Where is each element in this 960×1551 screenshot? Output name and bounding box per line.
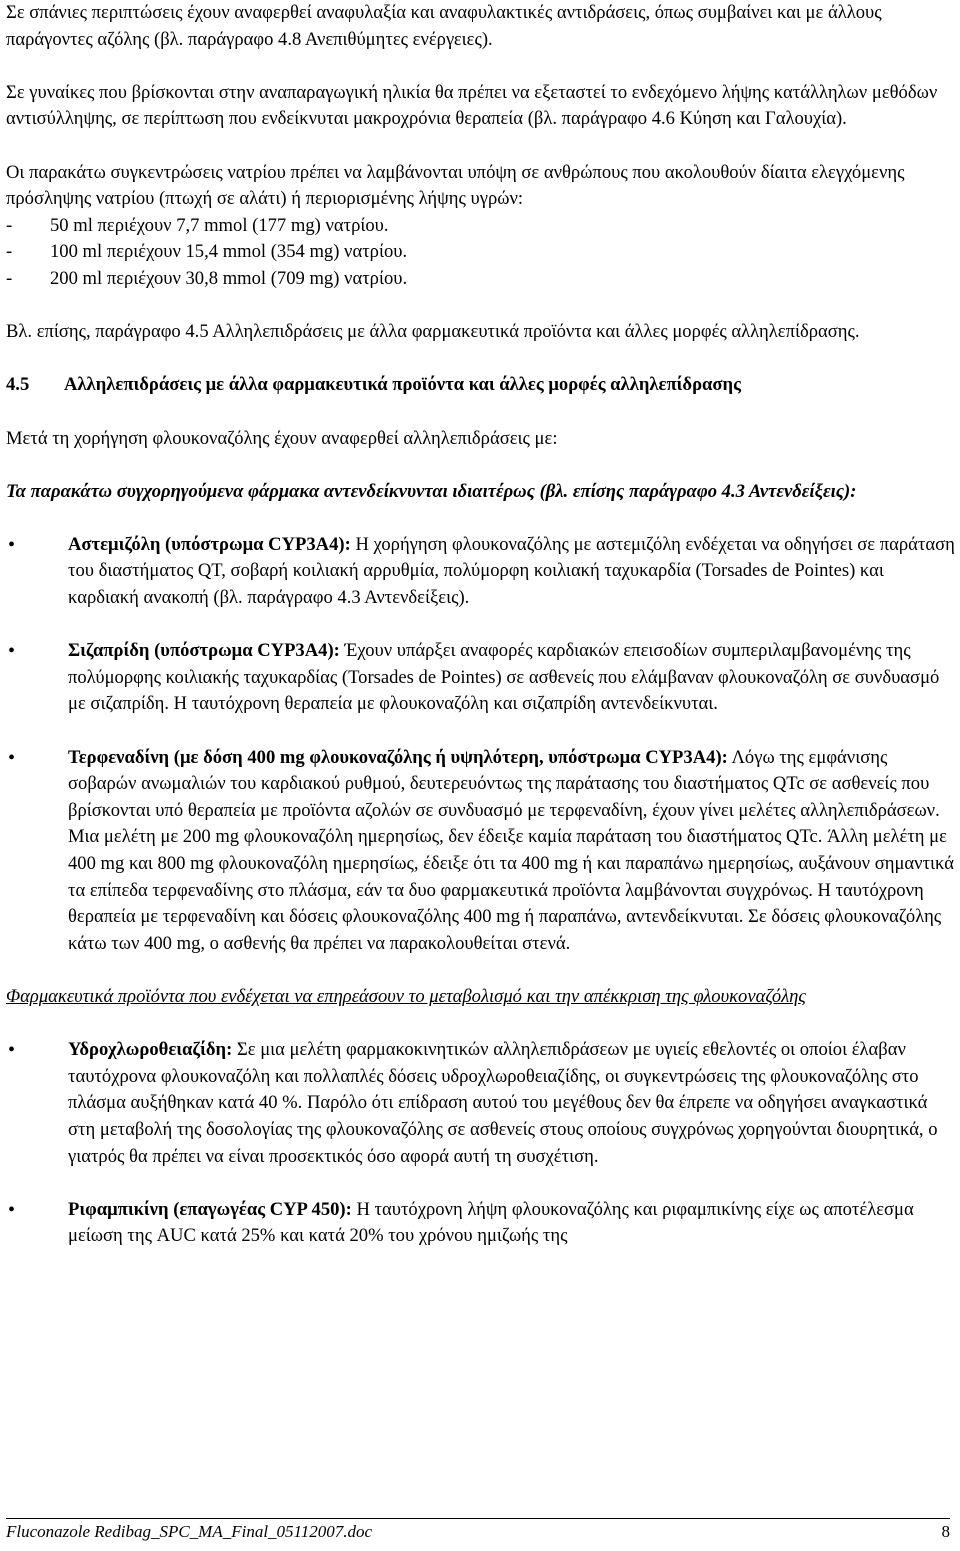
bullet-item [6, 745, 956, 958]
paragraph-anaphylaxis: Σε σπάνιες περιπτώσεις έχουν αναφερθεί αναφυλαξία και αναφυλακτικές αντιδράσεις, όπως συμβαίνει και με άλλους παράγοντες αζόλης (βλ. παράγραφο 4.8 Ανεπιθύμητες ενέργειες). [6, 2, 882, 50]
subheading-metabolism: Φαρμακευτικά προϊόντα που ενδέχεται να επηρεάσουν το μεταβολισμό και την απέκκριση της φλουκοναζόλης [6, 985, 806, 1007]
paragraph-see-also: Βλ. επίσης, παράγραφο 4.5 Αλληλεπιδράσεις με άλλα φαρμακευτικά προϊόντα και άλλες μορφές αλληλεπίδρασης. [6, 321, 860, 343]
footer-filename: Fluconazole Redibag_SPC_MA_Final_05112007.doc [6, 1522, 373, 1541]
list-item-text: 50 ml περιέχουν 7,7 mmol (177 mg) νατρίου. [50, 214, 389, 236]
bullet-text [68, 1197, 956, 1250]
bullet-text [68, 1037, 956, 1170]
dash-marker: - [6, 267, 13, 289]
bullet-description: Η ταυτόχρονη λήψη φλουκοναζόλης και ριφαμπικίνης είχε ως αποτέλεσμα μείωση της AUC κατά 25% και κατά 20% του χρόνου ημιζωής της [68, 1198, 914, 1247]
bullet-term: Υδροχλωροθειαζίδη: [68, 1039, 233, 1061]
bullet-item [6, 1037, 956, 1170]
bullet-term: Αστεμιζόλη (υπόστρωμα CYP3A4): [68, 533, 351, 555]
bullet-icon: • [8, 746, 16, 769]
contraindication-note: Τα παρακάτω συγχορηγούμενα φάρμακα αντενδείκνυνται ιδιαιτέρως (βλ. επίσης παράγραφο 4.3 Αντενδείξεις): [6, 480, 857, 502]
paragraph-contraception: Σε γυναίκες που βρίσκονται στην αναπαραγωγική ηλικία θα πρέπει να εξεταστεί το ενδεχόμενο λήψης κατάλληλων μεθόδων αντισύλληψης, σε περίπτωση που ενδείκνυται μακροχρόνια θεραπεία (βλ. παράγραφο 4.6 Κύηση και Γαλουχία). [6, 81, 938, 130]
section-heading [6, 372, 956, 399]
dash-marker: - [6, 241, 13, 263]
list-item [6, 239, 956, 266]
bullet-term: Τερφεναδίνη (με δόση 400 mg φλουκοναζόλης ή υψηλότερη, υπόστρωμα CYP3A4): [68, 746, 728, 768]
bullet-text [68, 532, 956, 612]
list-item-text: 200 ml περιέχουν 30,8 mmol (709 mg) νατρίου. [50, 267, 408, 289]
bullet-item [6, 1197, 956, 1250]
bullet-icon: • [8, 640, 16, 663]
list-item [6, 213, 956, 240]
bullet-item [6, 532, 956, 612]
list-item-text: 100 ml περιέχουν 15,4 mmol (354 mg) νατρίου. [50, 241, 408, 263]
footer-page-number: 8 [941, 1522, 950, 1541]
bullet-text [68, 745, 956, 958]
bullet-description: Η χορήγηση φλουκοναζόλης με αστεμιζόλη ενδέχεται να οδηγήσει σε παράταση του διαστήματος QT, σοβαρή κοιλιακή αρρυθμία, πολύμορφη κοιλιακή ταχυκαρδία (Torsades de Pointes) και καρδιακή ανακοπή (βλ. παράγραφο 4.3 Αντενδείξεις). [68, 533, 955, 609]
bullet-text [68, 638, 956, 718]
bullet-icon: • [8, 1039, 16, 1062]
bullet-item [6, 638, 956, 718]
dash-marker: - [6, 214, 13, 236]
bullet-term: Σιζαπρίδη (υπόστρωμα CYP3A4): [68, 640, 340, 662]
section-number: 4.5 [6, 374, 30, 396]
bullet-icon: • [8, 533, 16, 556]
document-page [6, 0, 956, 1250]
list-item [6, 266, 956, 293]
section-intro: Μετά τη χορήγηση φλουκοναζόλης έχουν αναφερθεί αλληλεπιδράσεις με: [6, 427, 558, 449]
bullet-description: Σε μια μελέτη φαρμακοκινητικών αλληλεπιδράσεων με υγιείς εθελοντές οι οποίοι έλαβαν ταυτόχρονα φλουκοναζόλη και πολλαπλές δόσεις υδροχλωροθειαζίδης, οι συγκεντρώσεις της φλουκοναζόλης στο πλάσμα αυξήθηκαν κατά 40 %. Παρόλο ότι επίδραση αυτού του μεγέθους δεν θα έπρεπε να οδηγήσει αναγκαστικά στη μεταβολή της δοσολογίας της φλουκοναζόλης σε ασθενείς στους οποίους συγχρόνως χορηγούνται διουρητικά, ο γιατρός θα πρέπει να είναι προσεκτικός όσο αφορά αυτή τη συσχέτιση. [68, 1039, 938, 1167]
paragraph-sodium: Οι παρακάτω συγκεντρώσεις νατρίου πρέπει να λαμβάνονται υπόψη σε ανθρώπους που ακολουθούν δίαιτα ελεγχόμενης πρόσληψης νατρίου (πτωχή σε αλάτι) ή περιορισμένης λήψης υγρών: [6, 161, 905, 210]
bullet-description: Έχουν υπάρξει αναφορές καρδιακών επεισοδίων συμπεριλαμβανομένης της πολύμορφης κοιλιακής ταχυκαρδίας (Torsades de Pointes) σε ασθενείς που ελάμβαναν φλουκοναζόλη σε συνδυασμό με σιζαπρίδη. Η ταυτόχρονη θεραπεία με φλουκοναζόλη και σιζαπρίδη αντενδείκνυται. [68, 640, 940, 715]
page-footer [6, 1518, 950, 1543]
bullet-icon: • [8, 1198, 16, 1221]
bullet-description: Λόγω της εμφάνισης σοβαρών ανωμαλιών του καρδιακού ρυθμού, δευτερευόντως της παράτασης του διαστήματος QTc σε ασθενείς που βρίσκονται υπό θεραπεία με προϊόντα αζολών σε συνδυασμό με τερφεναδίνη, έχουν γίνει μελέτες αλληλεπιδράσεων. Μια μελέτη με 200 mg φλουκοναζόλη ημερησίως, δεν έδειξε καμία παράταση του διαστήματος QTc. Άλλη μελέτη με 400 mg και 800 mg φλουκοναζόλη ημερησίως, έδειξε ότι τα 400 mg ή και παραπάνω ημερησίως, αυξάνουν σημαντικά τα επίπεδα τερφεναδίνης στο πλάσμα, εάν τα δυο φαρμακευτικά προϊόντα λαμβάνονται συγχρόνως. Η ταυτόχρονη θεραπεία με τερφεναδίνη και δόσεις φλουκοναζόλης 400 mg ή παραπάνω, αντενδείκνυται. Σε δόσεις φλουκοναζόλης κάτω των 400 mg, ο ασθενής θα πρέπει να παρακολουθείται στενά. [68, 746, 954, 954]
bullet-term: Ριφαμπικίνη (επαγωγέας CYP 450): [68, 1198, 352, 1220]
section-title: Αλληλεπιδράσεις με άλλα φαρμακευτικά προϊόντα και άλλες μορφές αλληλεπίδρασης [64, 374, 741, 396]
